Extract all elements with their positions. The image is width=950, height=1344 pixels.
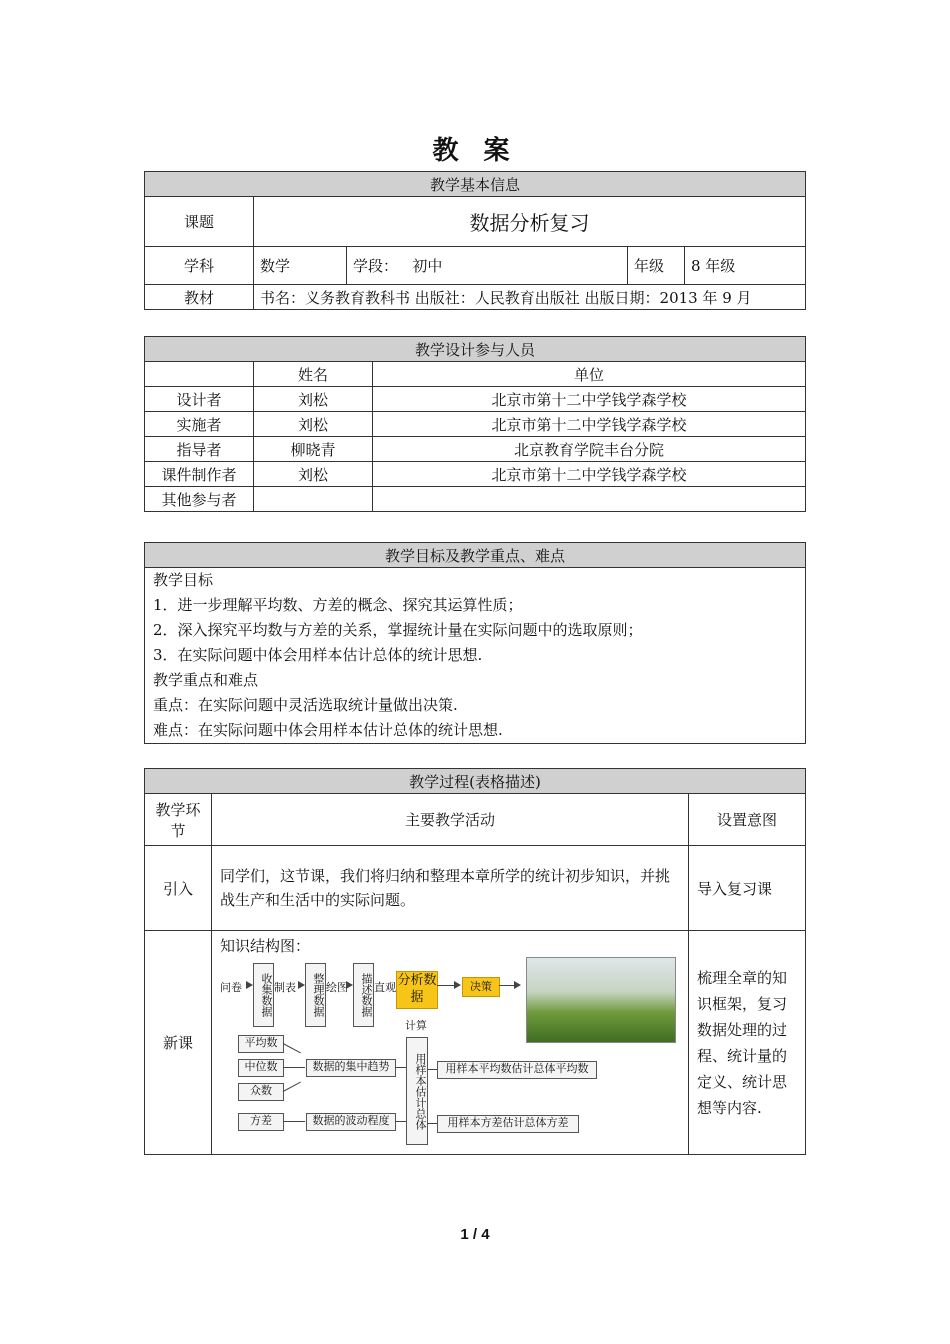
col-name: 姓名: [254, 362, 373, 387]
objectives-header: 教学目标及教学重点、难点: [145, 543, 806, 568]
objectives-line: 2．深入探究平均数与方差的关系，掌握统计量在实际问题中的选取原则；: [153, 621, 643, 639]
connector-line: [283, 1082, 301, 1092]
huitu-label: 绘图: [326, 981, 348, 994]
arrow-icon: [454, 981, 461, 989]
role: 实施者: [145, 412, 254, 437]
stage-cell: [347, 247, 628, 285]
arrow-icon: [246, 981, 253, 989]
table-row: [145, 487, 806, 512]
connector-line: [283, 1067, 305, 1068]
person-name: 刘松: [254, 387, 373, 412]
wenjuan-label: 问卷: [220, 981, 242, 994]
process-header: 教学过程(表格描述): [145, 769, 806, 794]
connector-line: [283, 1121, 305, 1122]
person-unit: [373, 487, 806, 512]
objectives-line: 重点：在实际问题中灵活选取统计量做出决策.: [153, 696, 458, 714]
person-name: 刘松: [254, 462, 373, 487]
col-intent: 设置意图: [689, 794, 806, 846]
corn-field-photo: [526, 957, 676, 1043]
central-tendency-box: 数据的集中趋势: [306, 1059, 396, 1077]
subject-value: 数学: [254, 247, 347, 285]
objectives-line: 教学目标: [153, 571, 214, 589]
connector-line: [427, 1069, 437, 1070]
textbook-value: 书名：义务教育教科书 出版社：人民教育出版社 出版日期：2013 年 9 月: [254, 285, 806, 310]
intro-intent: 导入复习课: [689, 846, 806, 931]
basic-info-header: 教学基本信息: [145, 172, 806, 197]
zhiguan-label: 直观: [374, 981, 396, 994]
zhibiao-label: 制表: [274, 981, 296, 994]
person-name: [254, 487, 373, 512]
objectives-table: [144, 542, 806, 744]
topic-label: 课题: [145, 197, 254, 247]
objectives-body: [145, 568, 806, 744]
analyze-box: 分析数据: [396, 971, 438, 1009]
person-unit: 北京教育学院丰台分院: [373, 437, 806, 462]
new-intent: 梳理全章的知识框架，复习数据处理的过程、统计量的定义、统计思想等内容.: [689, 931, 806, 1155]
arrow-icon: [346, 981, 353, 989]
col-unit: 单位: [373, 362, 806, 387]
variance-box: 方差: [238, 1113, 284, 1131]
objectives-line: 3．在实际问题中体会用样本估计总体的统计思想.: [153, 646, 483, 664]
jisuan-label: 计算: [405, 1019, 427, 1032]
grade-label: 年级: [628, 247, 685, 285]
diagram-label: 知识结构图：: [220, 937, 311, 955]
stage-label: 学段：: [353, 257, 399, 275]
collect-box: 收集数据: [253, 963, 274, 1027]
textbook-label: 教材: [145, 285, 254, 310]
knowledge-structure-diagram: [220, 957, 670, 1147]
person-name: 刘松: [254, 412, 373, 437]
people-corner: [145, 362, 254, 387]
new-activity: [212, 931, 689, 1155]
role: 课件制作者: [145, 462, 254, 487]
role: 设计者: [145, 387, 254, 412]
estimate-variance-box: 用样本方差估计总体方差: [437, 1115, 579, 1133]
table-row: [145, 437, 806, 462]
col-stage: 教学环节: [145, 794, 212, 846]
decide-box: 决策: [462, 977, 500, 997]
mean-box: 平均数: [238, 1035, 284, 1053]
arrow-icon: [298, 981, 305, 989]
people-table: [144, 336, 806, 512]
basic-info-table: [144, 171, 806, 310]
subject-label: 学科: [145, 247, 254, 285]
connector-line: [395, 1121, 406, 1122]
table-row: [145, 387, 806, 412]
mode-box: 众数: [238, 1083, 284, 1101]
spread-box: 数据的波动程度: [306, 1113, 396, 1131]
table-row: [145, 412, 806, 437]
page-number: 1 / 4: [460, 1226, 490, 1243]
connector-line: [499, 985, 515, 986]
intro-activity: 同学们，这节课，我们将归纳和整理本章所学的统计初步知识，并挑战生产和生活中的实际问题。: [212, 846, 689, 931]
median-box: 中位数: [238, 1059, 284, 1077]
person-unit: 北京市第十二中学钱学森学校: [373, 412, 806, 437]
table-row: [145, 462, 806, 487]
estimate-box: 用样本估计总体: [406, 1037, 428, 1145]
arrow-icon: [514, 981, 521, 989]
connector-line: [395, 1067, 406, 1068]
stage-value: 初中: [412, 257, 443, 275]
topic-value: 数据分析复习: [254, 197, 806, 247]
intro-stage: 引入: [145, 846, 212, 931]
person-unit: 北京市第十二中学钱学森学校: [373, 462, 806, 487]
grade-value: 8 年级: [685, 247, 806, 285]
document-title: 教 案: [432, 136, 518, 166]
person-name: 柳晓青: [254, 437, 373, 462]
process-table: [144, 768, 806, 1155]
describe-box: 描述数据: [353, 963, 374, 1027]
people-header: 教学设计参与人员: [145, 337, 806, 362]
objectives-line: 教学重点和难点: [153, 671, 259, 689]
col-activity: 主要教学活动: [212, 794, 689, 846]
person-unit: 北京市第十二中学钱学森学校: [373, 387, 806, 412]
role: 其他参与者: [145, 487, 254, 512]
new-stage: 新课: [145, 931, 212, 1155]
objectives-line: 1．进一步理解平均数、方差的概念、探究其运算性质；: [153, 596, 523, 614]
estimate-mean-box: 用样本平均数估计总体平均数: [437, 1061, 597, 1079]
objectives-line: 难点：在实际问题中体会用样本估计总体的统计思想.: [153, 721, 503, 739]
connector-line: [427, 1123, 437, 1124]
organize-box: 整理数据: [305, 963, 326, 1027]
role: 指导者: [145, 437, 254, 462]
connector-line: [283, 1043, 301, 1053]
